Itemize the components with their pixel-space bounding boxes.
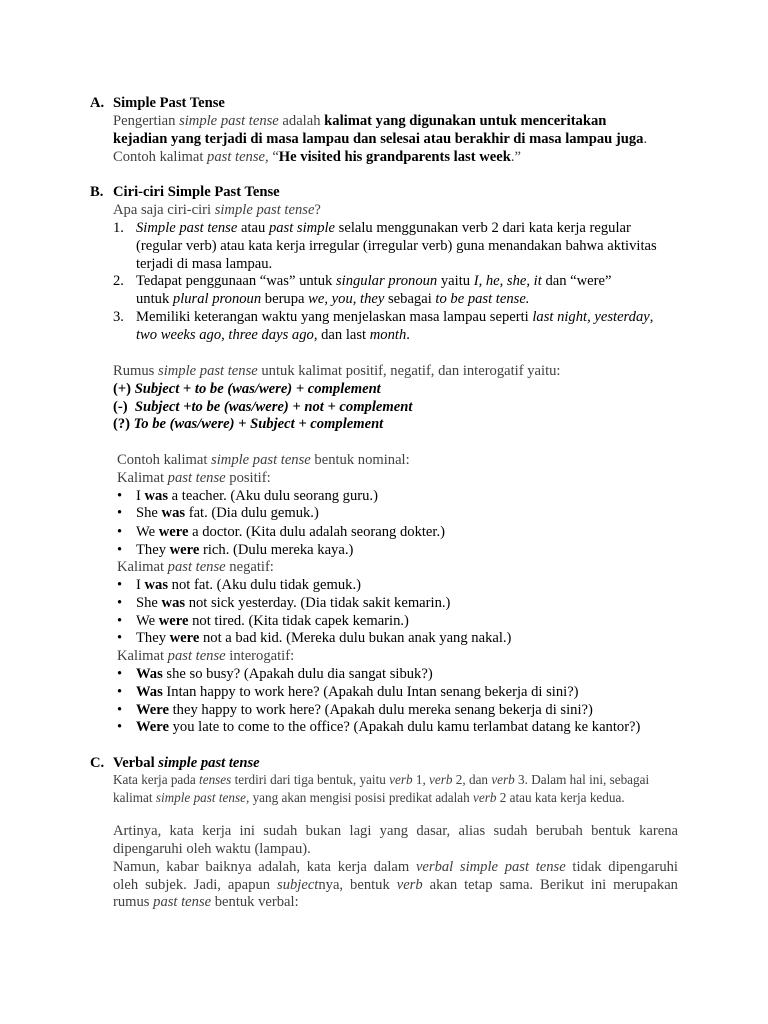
list-item-2-line-2: untuk plural pronoun berupa we, you, they sebagai to be past tense. — [136, 291, 530, 307]
list-item-1-line-1: Simple past tense atau past simple selalu menggunakan verb 2 dari kata kerja regular — [136, 220, 631, 236]
rumus-negatif: (-) Subject +to be (was/were) + not + complement — [113, 399, 413, 415]
section-c-para-line-2: dipengaruhi oleh waktu (lampau). — [113, 841, 311, 857]
rumus-interogatif: (?) To be (was/were) + Subject + complement — [113, 416, 384, 432]
interogatif-label: Kalimat past tense interogatif: — [117, 648, 295, 664]
list-item: They were rich. (Dulu mereka kaya.) — [136, 542, 354, 558]
rumus-intro: Rumus simple past tense untuk kalimat positif, negatif, dan interogatif yaitu: — [113, 363, 561, 379]
list-item: We were a doctor. (Kita dulu adalah seorang dokter.) — [136, 524, 445, 540]
list-item-3-line-2: two weeks ago, three days ago, dan last month. — [136, 327, 410, 343]
section-c-small-line-2: kalimat simple past tense, yang akan mengisi posisi predikat adalah verb 2 atau kata kerja kedua. — [113, 790, 625, 805]
list-number: 1. — [113, 220, 124, 236]
positif-label: Kalimat past tense positif: — [117, 470, 271, 486]
negatif-label: Kalimat past tense negatif: — [117, 559, 274, 575]
list-item-1-line-2: (regular verb) atau kata kerja irregular (irregular verb) guna menandakan bahwa aktivitas — [136, 238, 657, 254]
section-c-title: Verbal simple past tense — [113, 755, 260, 771]
list-item: We were not tired. (Kita tidak capek kemarin.) — [136, 613, 409, 629]
list-item: Was she so busy? (Apakah dulu dia sangat sibuk?) — [136, 666, 433, 682]
section-a-line-3: Contoh kalimat past tense, “He visited his grandparents last week.” — [113, 149, 521, 165]
list-item: I was a teacher. (Aku dulu seorang guru.) — [136, 488, 378, 504]
section-c-para-line-1: Artinya, kata kerja ini sudah bukan lagi yang dasar, alias sudah berubah bentuk karena — [113, 823, 678, 839]
section-b-title: Ciri-ciri Simple Past Tense — [113, 184, 280, 200]
section-a-line-2: kejadian yang terjadi di masa lampau dan selesai atau berakhir di masa lampau juga. — [113, 131, 648, 147]
list-item-2-line-1: Tedapat penggunaan “was” untuk singular pronoun yaitu I, he, she, it dan “were” — [136, 273, 612, 289]
list-item-3-line-1: Memiliki keterangan waktu yang menjelaskan masa lampau seperti last night, yesterday, — [136, 309, 654, 325]
list-item-1-line-3: terjadi di masa lampau. — [136, 256, 273, 272]
section-b-intro: Apa saja ciri-ciri simple past tense? — [113, 202, 321, 218]
bullet-icon: • — [117, 524, 123, 540]
list-item: Were they happy to work here? (Apakah dulu mereka senang bekerja di sini?) — [136, 702, 593, 718]
list-number: 2. — [113, 273, 124, 289]
list-item: They were not a bad kid. (Mereka dulu bukan anak yang nakal.) — [136, 630, 512, 646]
section-b-letter: B. — [90, 184, 104, 200]
bullet-icon: • — [117, 719, 123, 735]
section-c-letter: C. — [90, 755, 105, 771]
list-item: Was Intan happy to work here? (Apakah dulu Intan senang bekerja di sini?) — [136, 684, 579, 700]
section-c-small-line-1: Kata kerja pada tenses terdiri dari tiga bentuk, yaitu verb 1, verb 2, dan verb 3. Dalam hal ini, sebagai — [113, 772, 650, 787]
section-c-para-line-5: rumus past tense bentuk verbal: — [113, 894, 299, 910]
list-item: Were you late to come to the office? (Apakah dulu kamu terlambat datang ke kantor?) — [136, 719, 641, 735]
contoh-intro: Contoh kalimat simple past tense bentuk nominal: — [117, 452, 410, 468]
bullet-icon: • — [117, 595, 123, 611]
section-a-title: Simple Past Tense — [113, 95, 225, 111]
section-c-para-line-3: Namun, kabar baiknya adalah, kata kerja dalam verbal simple past tense tidak dipengaruhi — [113, 859, 678, 875]
bullet-icon: • — [117, 702, 123, 718]
list-item: She was fat. (Dia dulu gemuk.) — [136, 505, 319, 521]
section-a-line-1: Pengertian simple past tense adalah kalimat yang digunakan untuk menceritakan — [113, 113, 607, 129]
bullet-icon: • — [117, 630, 123, 646]
bullet-icon: • — [117, 488, 123, 504]
section-c-para-line-4: oleh subjek. Jadi, apapun subjectnya, bentuk verb akan tetap sama. Berikut ini merupakan — [113, 877, 678, 893]
list-item: I was not fat. (Aku dulu tidak gemuk.) — [136, 577, 361, 593]
rumus-positif: (+) Subject + to be (was/were) + complement — [113, 381, 381, 397]
section-a-letter: A. — [90, 95, 105, 111]
list-item: She was not sick yesterday. (Dia tidak sakit kemarin.) — [136, 595, 451, 611]
bullet-icon: • — [117, 505, 123, 521]
list-number: 3. — [113, 309, 124, 325]
bullet-icon: • — [117, 684, 123, 700]
bullet-icon: • — [117, 542, 123, 558]
bullet-icon: • — [117, 577, 123, 593]
bullet-icon: • — [117, 666, 123, 682]
bullet-icon: • — [117, 613, 123, 629]
